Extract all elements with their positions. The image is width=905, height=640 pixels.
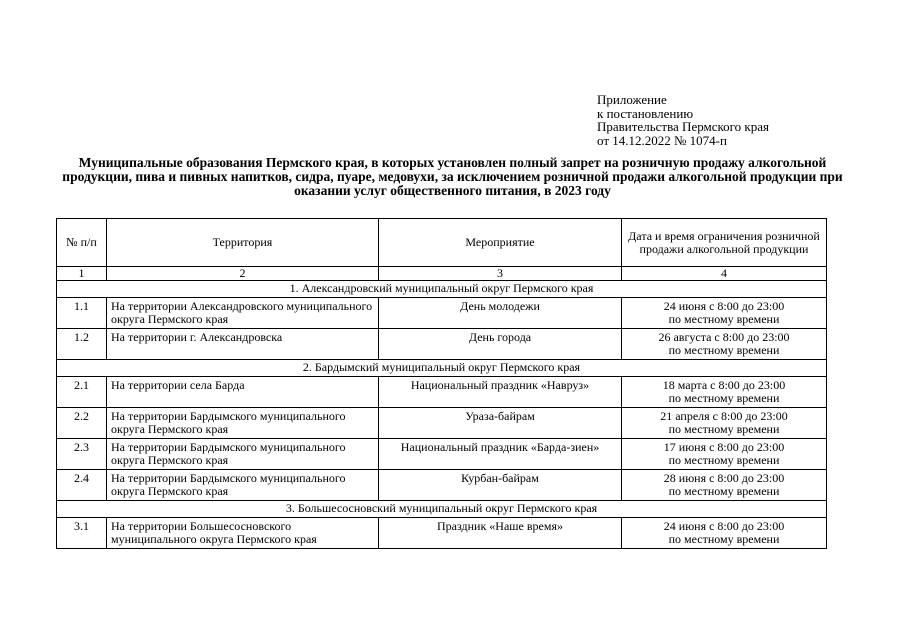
table-row	[57, 518, 827, 549]
row-date: 18 марта с 8:00 до 23:00	[662, 378, 786, 392]
section-row	[57, 360, 827, 377]
row-territory: На территории села Барда	[107, 377, 379, 408]
row-territory: На территории Большесосновского муниципального округа Пермского края	[107, 518, 379, 549]
row-number: 3.1	[57, 518, 107, 549]
row-date: 24 июня с 8:00 до 23:00	[663, 299, 785, 313]
column-number: 3	[379, 267, 622, 281]
row-event: Национальный праздник «Навруз»	[379, 377, 622, 408]
table-row	[57, 329, 827, 360]
row-number: 2.1	[57, 377, 107, 408]
row-time-note: по местному времени	[668, 532, 780, 546]
row-event: День города	[379, 329, 622, 360]
row-event: День молодежи	[379, 298, 622, 329]
column-number-row	[57, 267, 827, 281]
row-date: 24 июня с 8:00 до 23:00	[663, 519, 785, 533]
appendix-line: от 14.12.2022 № 1074-п	[597, 132, 727, 148]
row-event: Ураза-байрам	[379, 408, 622, 439]
row-time-note: по местному времени	[668, 391, 780, 405]
appendix-line: к постановлению	[597, 105, 694, 121]
row-time-note: по местному времени	[668, 484, 780, 498]
row-number: 2.4	[57, 470, 107, 501]
header-date: Дата и время ограничения розничной продажи алкогольной продукции	[622, 219, 827, 267]
row-date-cell	[622, 329, 827, 360]
table-row	[57, 470, 827, 501]
section-row	[57, 281, 827, 298]
section-title: 3. Большесосновский муниципальный округ Пермского края	[57, 501, 827, 518]
table-body	[57, 219, 827, 549]
appendix-line: Приложение	[597, 92, 667, 107]
row-number: 1.2	[57, 329, 107, 360]
row-territory: На территории Бардымского муниципального округа Пермского края	[107, 408, 379, 439]
row-date-cell	[622, 439, 827, 470]
row-territory: На территории Бардымского муниципального округа Пермского края	[107, 439, 379, 470]
table-row	[57, 408, 827, 439]
row-time-note: по местному времени	[668, 343, 780, 357]
header-num: № п/п	[57, 219, 107, 267]
column-number: 1	[57, 267, 107, 281]
row-date-cell	[622, 518, 827, 549]
row-time-note: по местному времени	[668, 312, 780, 326]
row-date: 17 июня с 8:00 до 23:00	[663, 440, 785, 454]
table-row	[57, 377, 827, 408]
appendix-line: Правительства Пермского края	[597, 119, 769, 134]
row-date-cell	[622, 408, 827, 439]
row-event: Курбан-байрам	[379, 470, 622, 501]
row-date-cell	[622, 470, 827, 501]
table-header-row	[57, 219, 827, 267]
header-event: Мероприятие	[379, 219, 622, 267]
row-number: 2.2	[57, 408, 107, 439]
row-number: 2.3	[57, 439, 107, 470]
row-territory: На территории Александровского муниципального округа Пермского края	[107, 298, 379, 329]
section-title: 2. Бардымский муниципальный округ Пермского края	[57, 360, 827, 377]
restrictions-table	[56, 218, 827, 549]
table-row	[57, 298, 827, 329]
row-event: Национальный праздник «Барда-зиен»	[379, 439, 622, 470]
row-territory: На территории Бардымского муниципального округа Пермского края	[107, 470, 379, 501]
row-date: 26 августа с 8:00 до 23:00	[658, 330, 790, 344]
section-title: 1. Александровский муниципальный округ Пермского края	[57, 281, 827, 298]
column-number: 2	[107, 267, 379, 281]
row-time-note: по местному времени	[668, 422, 780, 436]
row-date-cell	[622, 377, 827, 408]
header-territory: Территория	[107, 219, 379, 267]
row-date: 21 апреля с 8:00 до 23:00	[660, 409, 788, 423]
row-event: Праздник «Наше время»	[379, 518, 622, 549]
table-row	[57, 439, 827, 470]
column-number: 4	[622, 267, 827, 281]
row-time-note: по местному времени	[668, 453, 780, 467]
appendix-block	[597, 93, 769, 147]
row-territory: На территории г. Александровска	[107, 329, 379, 360]
section-row	[57, 501, 827, 518]
document-title: Муниципальные образования Пермского края, в которых установлен полный запрет на розничную продажу алкогольной продукции, пива и пивных напитков, сидра, пуаре, медовухи, за исключением розничной продажи алкогольной продукции при оказании услуг общественного питания, в 2023 году	[62, 155, 843, 198]
row-date: 28 июня с 8:00 до 23:00	[663, 471, 785, 485]
row-number: 1.1	[57, 298, 107, 329]
row-date-cell	[622, 298, 827, 329]
